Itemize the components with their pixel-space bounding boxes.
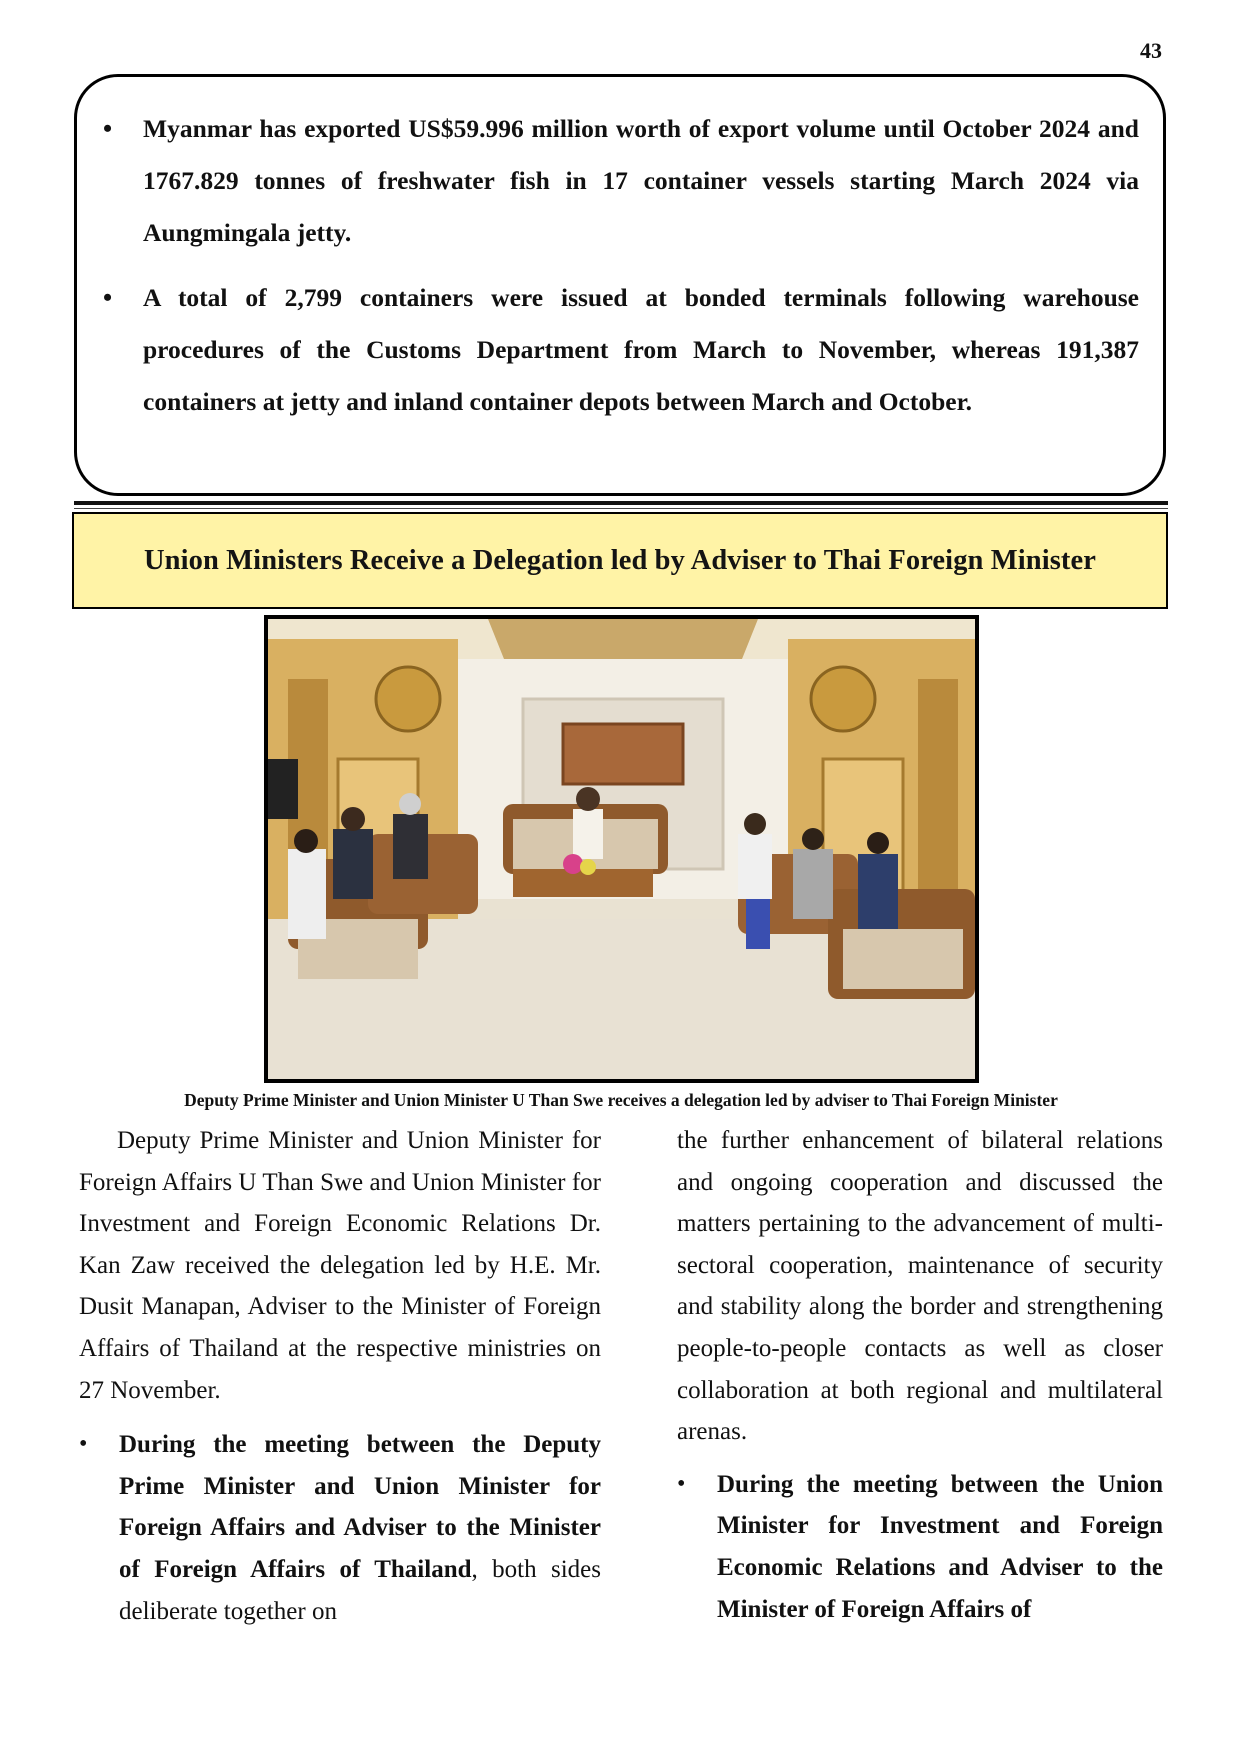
summary-bullet-text: A total of 2,799 containers were issued at bonded terminals following warehouse procedures of the Customs Department from March to November, whereas 191,387 containers at jetty and inland container depots between March and October.: [143, 283, 1139, 416]
article-headline: Union Ministers Receive a Delegation led by Adviser to Thai Foreign Minister: [144, 544, 1096, 576]
summary-bullet-exports: [101, 103, 1139, 259]
section-divider-thin: [74, 508, 1168, 509]
summary-box: [74, 74, 1166, 496]
bullet-dot-icon: •: [677, 1470, 686, 1497]
summary-bullet-text: Myanmar has exported US$59.996 million worth of export volume until October 2024 and 1767.829 tonnes of freshwater fish in 17 container vessels starting March 2024 via Aungmingala jetty.: [143, 114, 1139, 247]
headline-banner: [72, 512, 1168, 609]
meeting-room-illustration: [268, 619, 975, 1079]
article-bullet-investment-meeting: [677, 1464, 1163, 1630]
summary-bullet-containers: [101, 272, 1139, 428]
article-intro-paragraph: Deputy Prime Minister and Union Minister for Foreign Affairs U Than Swe and Union Minister for Investment and Foreign Economic Relations Dr. Kan Zaw received the delegation led by H.E. Mr. Dusit Manapan, Adviser to the Minister of Foreign Affairs of Thailand at the respective ministries on 27 November.: [79, 1127, 601, 1404]
photo-caption: Deputy Prime Minister and Union Minister U Than Swe receives a delegation led by adviser to Thai Foreign Minister: [184, 1090, 1058, 1110]
section-divider-thick: [74, 501, 1168, 505]
bullet-dot-icon: •: [103, 283, 113, 312]
summary-list: [101, 103, 1139, 428]
article-column-right: [677, 1120, 1163, 1630]
article-bullet-foreign-affairs-meeting: [79, 1424, 601, 1632]
article-bullet-bold-text: During the meeting between the Deputy Prime Minister and Union Minister for Foreign Affairs and Adviser to the Minister of Foreign Affairs of Thailand: [119, 1431, 601, 1583]
page-number: 43: [1140, 38, 1162, 63]
article-continuation-paragraph: the further enhancement of bilateral relations and ongoing cooperation and discussed the matters pertaining to the advancement of multi-sectoral cooperation, maintenance of security and stability along the border and strengthening people-to-people contacts as well as closer collaboration at both regional and multilateral arenas.: [677, 1127, 1163, 1446]
article-column-left: [79, 1120, 601, 1632]
bullet-dot-icon: •: [79, 1431, 88, 1458]
bullet-dot-icon: •: [103, 114, 113, 143]
article-bullet-bold-text: During the meeting between the Union Minister for Investment and Foreign Economic Relations and Adviser to the Minister of Foreign Affairs of: [717, 1470, 1163, 1623]
article-bullet-text: , both sides deliberate together on: [119, 1555, 601, 1625]
meeting-photo: [264, 615, 979, 1083]
